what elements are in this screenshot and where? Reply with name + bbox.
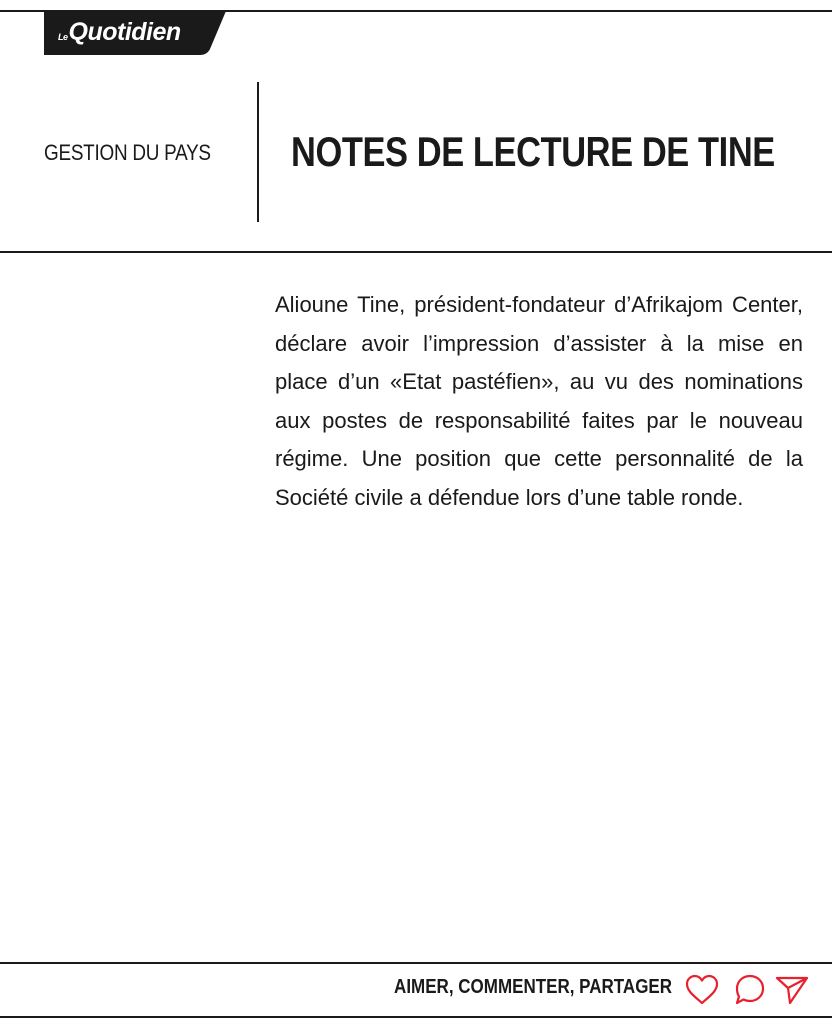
send-icon[interactable]	[774, 973, 810, 1007]
header-rule	[0, 251, 832, 253]
article-body: Alioune Tine, président-fondateur d’Afrikajom Center, déclare avoir l’impression d’assister à la mise en place d’un «Etat pastéfien», au vu des nominations aux postes de responsabilité faites par le nouveau régime. Une position que cette personnalité de la Société civile a défendue lors d’une table ronde.	[275, 292, 803, 510]
footer-rule-top	[0, 962, 832, 964]
logo-badge	[44, 11, 226, 55]
section-label: GESTION DU PAYS	[44, 140, 211, 165]
logo-name: Quotidien	[68, 18, 181, 46]
footer-rule-bottom	[0, 1016, 832, 1018]
logo	[58, 18, 181, 47]
header-vertical-divider	[257, 82, 259, 222]
logo-prefix: Le	[58, 32, 68, 42]
heart-icon[interactable]	[684, 973, 720, 1007]
comment-bubble-icon[interactable]	[732, 973, 768, 1007]
footer-cta: AIMER, COMMENTER, PARTAGER	[394, 976, 672, 998]
headline: NOTES DE LECTURE DE TINE	[291, 128, 775, 175]
